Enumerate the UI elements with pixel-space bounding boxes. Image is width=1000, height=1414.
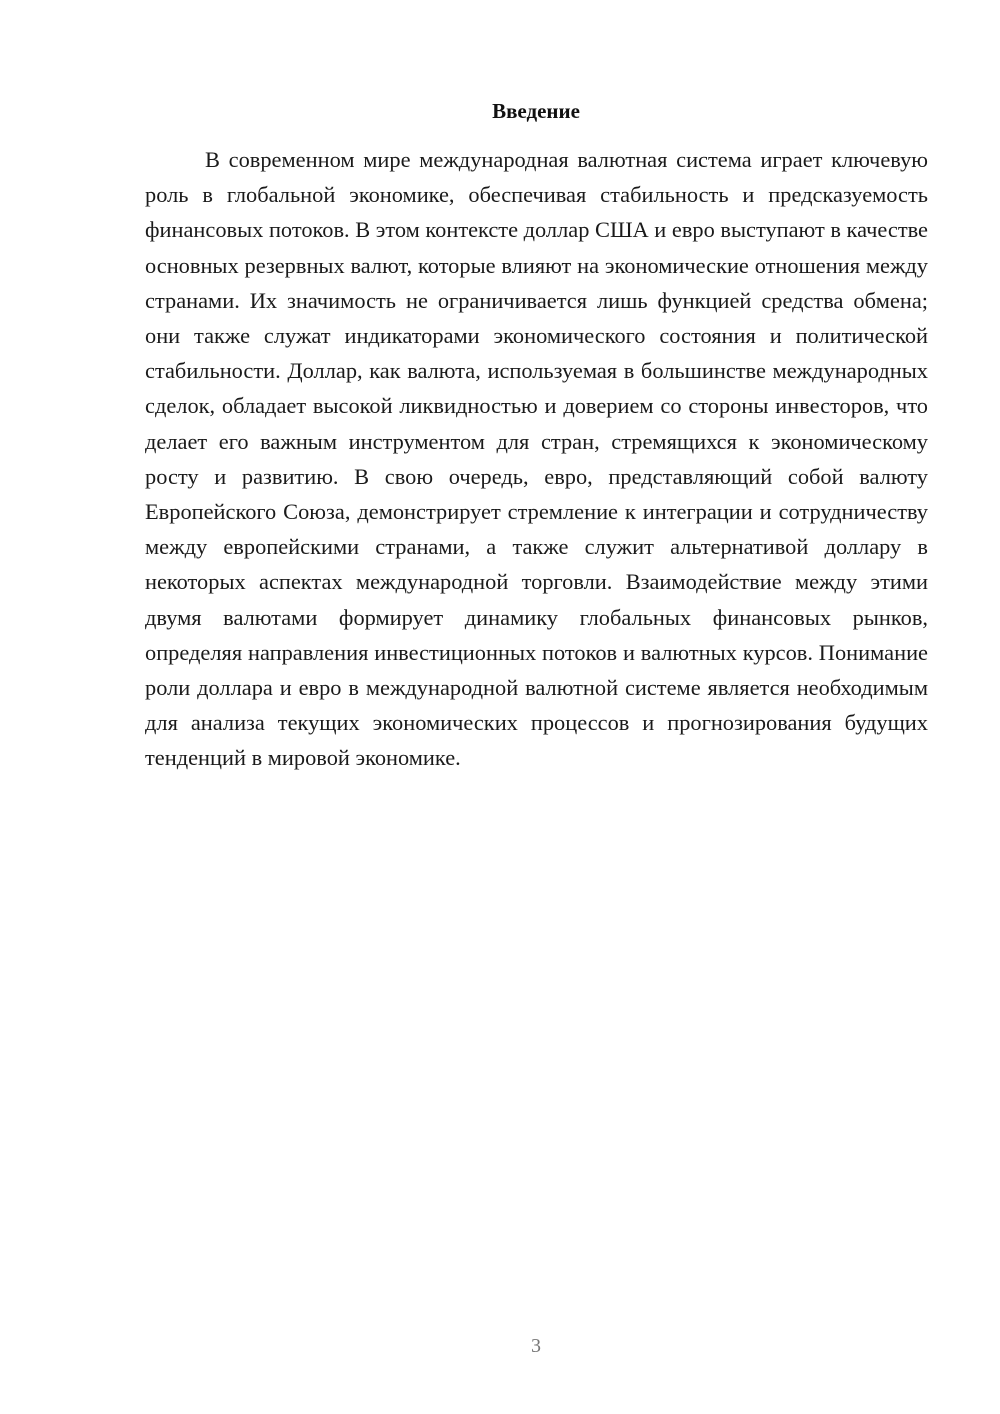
page-number: 3 <box>531 1335 541 1357</box>
section-heading: Введение <box>492 99 580 123</box>
intro-paragraph: В современном мире международная валютная система играет ключевую роль в глобальной экономике, обеспечивая стабильность и предсказуемость финансовых потоков. В этом контексте доллар США и евро выступают в качестве основных резервных валют, которые влияют на экономические отношения между странами. Их значимость не ограничивается лишь функцией средства обмена; они также служат индикаторами экономического состояния и политической стабильности. Доллар, как валюта, используемая в большинстве международных сделок, обладает высокой ликвидностью и доверием со стороны инвесторов, что делает его важным инструментом для стран, стремящихся к экономическому росту и развитию. В свою очередь, евро, представляющий собой валюту Европейского Союза, демонстрирует стремление к интеграции и сотрудничеству между европейскими странами, а также служит альтернативой доллару в некоторых аспектах международной торговли. Взаимодействие между этими двумя валютами формирует динамику глобальных финансовых рынков, определяя направления инвестиционных потоков и валютных курсов. Понимание роли доллара и евро в международной валютной системе является необходимым для анализа текущих экономических процессов и прогнозирования будущих тенденций в мировой экономике. <box>145 147 928 771</box>
